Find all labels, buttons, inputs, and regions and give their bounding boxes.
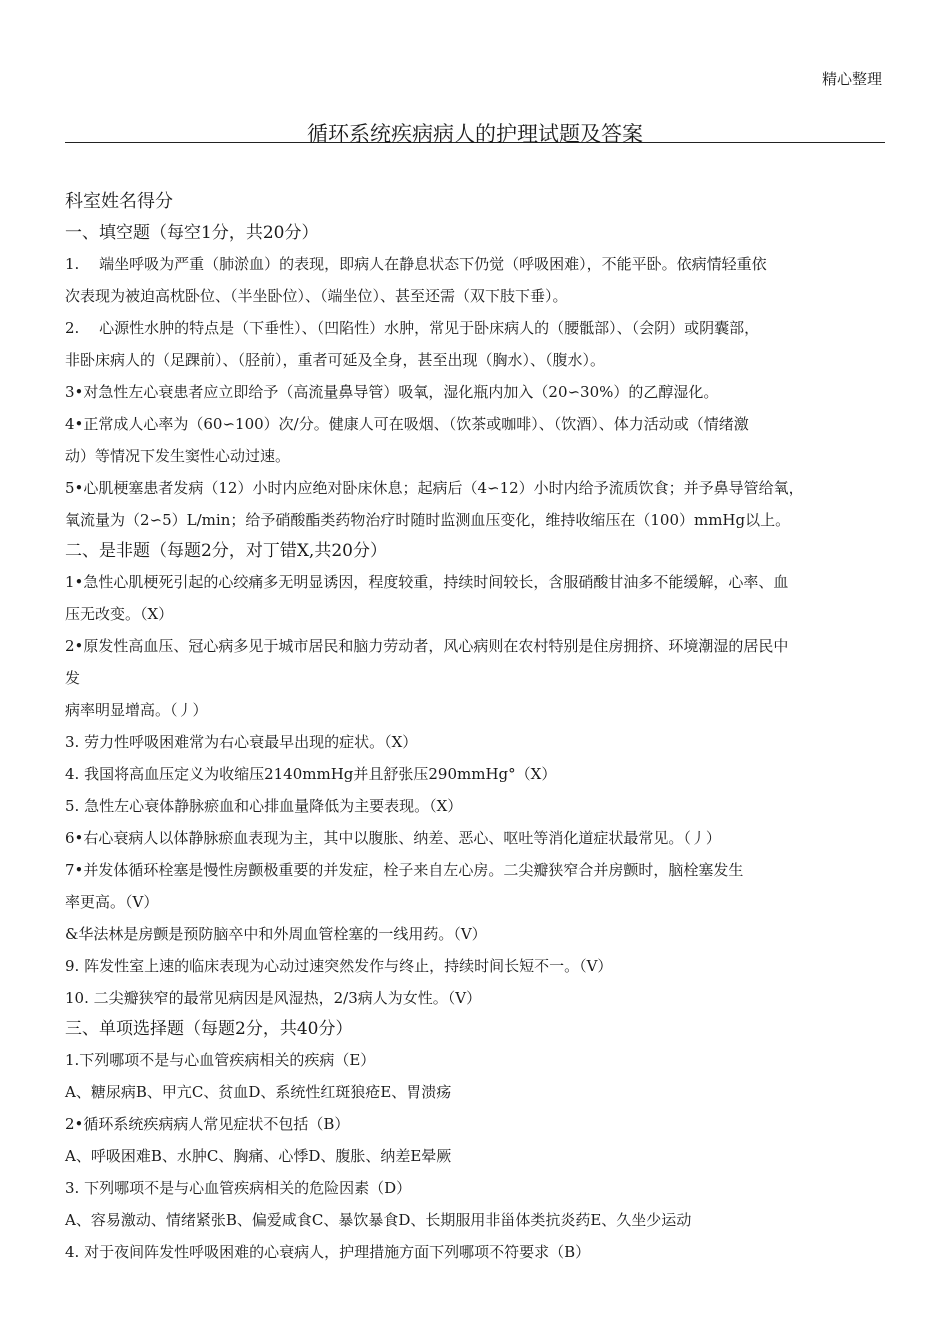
text-line: 4•正常成人心率为（60∽100）次/分。健康人可在吸烟、（饮茶或咖啡）、（饮酒）、体力活动或（情绪激 bbox=[65, 415, 749, 433]
text-line: &华法林是房颤是预防脑卒中和外周血管栓塞的一线用药。（V） bbox=[65, 925, 487, 943]
text-line: 次表现为被迫高枕卧位、（半坐卧位）、（端坐位）、甚至还需（双下肢下垂）。 bbox=[65, 287, 568, 305]
text-line: 4. 我国将高血压定义为收缩压2140mmHg并且舒张压290mmHg°（X） bbox=[65, 765, 557, 783]
text-line: 1•急性心肌梗死引起的心绞痛多无明显诱因，程度较重，持续时间较长，含服硝酸甘油多不能缓解，心率、血 bbox=[65, 573, 789, 591]
text-line: 4. 对于夜间阵发性呼吸困难的心衰病人，护理措施方面下列哪项不符要求（B） bbox=[65, 1243, 591, 1261]
text-line: 9. 阵发性室上速的临床表现为心动过速突然发作与终止，持续时间长短不一。（V） bbox=[65, 957, 613, 975]
title-rule bbox=[65, 142, 885, 143]
text-line: 发 bbox=[65, 669, 81, 687]
page-title: 循环系统疾病病人的护理试题及答案 bbox=[307, 122, 643, 146]
text-line: 3. 劳力性呼吸困难常为右心衰最早出现的症状。（X） bbox=[65, 733, 418, 751]
section-title-fill-blank: 一、填空题（每空1分，共20分） bbox=[65, 223, 319, 243]
text-line: 病率明显增高。（丿） bbox=[65, 701, 208, 719]
text-line: 2•循环系统疾病病人常见症状不包括（B） bbox=[65, 1115, 350, 1133]
document-body bbox=[65, 186, 887, 1268]
info-line: 科室姓名得分 bbox=[65, 191, 173, 212]
text-line: 10. 二尖瓣狭窄的最常见病因是风湿热，2/3病人为女性。（V） bbox=[65, 989, 482, 1007]
section-title-true-false: 二、是非题（每题2分，对丁错X,共20分） bbox=[65, 541, 387, 561]
text-line: A、容易激动、情绪紧张B、偏爱咸食C、暴饮暴食D、长期服用非甾体类抗炎药E、久坐少运动 bbox=[65, 1211, 692, 1229]
text-line: 3•对急性左心衰患者应立即给予（高流量鼻导管）吸氧，湿化瓶内加入（20∽30%）的乙醇湿化。 bbox=[65, 383, 719, 401]
corner-label: 精心整理 bbox=[821, 70, 882, 88]
text-line: A、呼吸困难B、水肿C、胸痛、心悸D、腹胀、纳差E晕厥 bbox=[65, 1147, 452, 1165]
text-line: 7•并发体循环栓塞是慢性房颤极重要的并发症，栓子来自左心房。二尖瓣狭窄合并房颤时，脑栓塞发生 bbox=[65, 861, 744, 879]
text-line: 5•心肌梗塞患者发病（12）小时内应绝对卧床休息；起病后（4∽12）小时内给予流质饮食；并予鼻导管给氧， bbox=[65, 479, 804, 497]
text-line: 2•原发性高血压、冠心病多见于城市居民和脑力劳动者，风心病则在农村特别是住房拥挤、环境潮湿的居民中 bbox=[65, 637, 789, 655]
text-line: 1.下列哪项不是与心血管疾病相关的疾病（E） bbox=[65, 1051, 376, 1069]
text-line: 1. 端坐呼吸为严重（肺淤血）的表现，即病人在静息状态下仍觉（呼吸困难），不能平卧。依病情轻重依 bbox=[65, 255, 767, 273]
text-line: 氧流量为（2∽5）L/min；给予硝酸酯类药物治疗时随时监测血压变化，维持收缩压在（100）mmHg以上。 bbox=[65, 511, 791, 529]
text-line: 压无改变。（X） bbox=[65, 605, 174, 623]
text-line: 5. 急性左心衰体静脉瘀血和心排血量降低为主要表现。（X） bbox=[65, 797, 463, 815]
text-line: 率更高。（V） bbox=[65, 893, 159, 911]
section-title-single-choice: 三、单项选择题（每题2分，共40分） bbox=[65, 1019, 353, 1039]
text-line: 6•右心衰病人以体静脉瘀血表现为主，其中以腹胀、纳差、恶心、呕吐等消化道症状最常见。（丿） bbox=[65, 829, 721, 847]
text-line: 动）等情况下发生窦性心动过速。 bbox=[65, 447, 291, 465]
text-line: 2. 心源性水肿的特点是（下垂性）、（凹陷性）水肿，常见于卧床病人的（腰骶部）、（会阴）或阴囊部， bbox=[65, 319, 760, 337]
text-line: 3. 下列哪项不是与心血管疾病相关的危险因素（D） bbox=[65, 1179, 412, 1197]
text-line: A、糖尿病B、甲亢C、贫血D、系统性红斑狼疮E、胃溃疡 bbox=[65, 1083, 452, 1101]
text-line: 非卧床病人的（足踝前）、（胫前），重者可延及全身，甚至出现（胸水）、（腹水）。 bbox=[65, 351, 606, 369]
